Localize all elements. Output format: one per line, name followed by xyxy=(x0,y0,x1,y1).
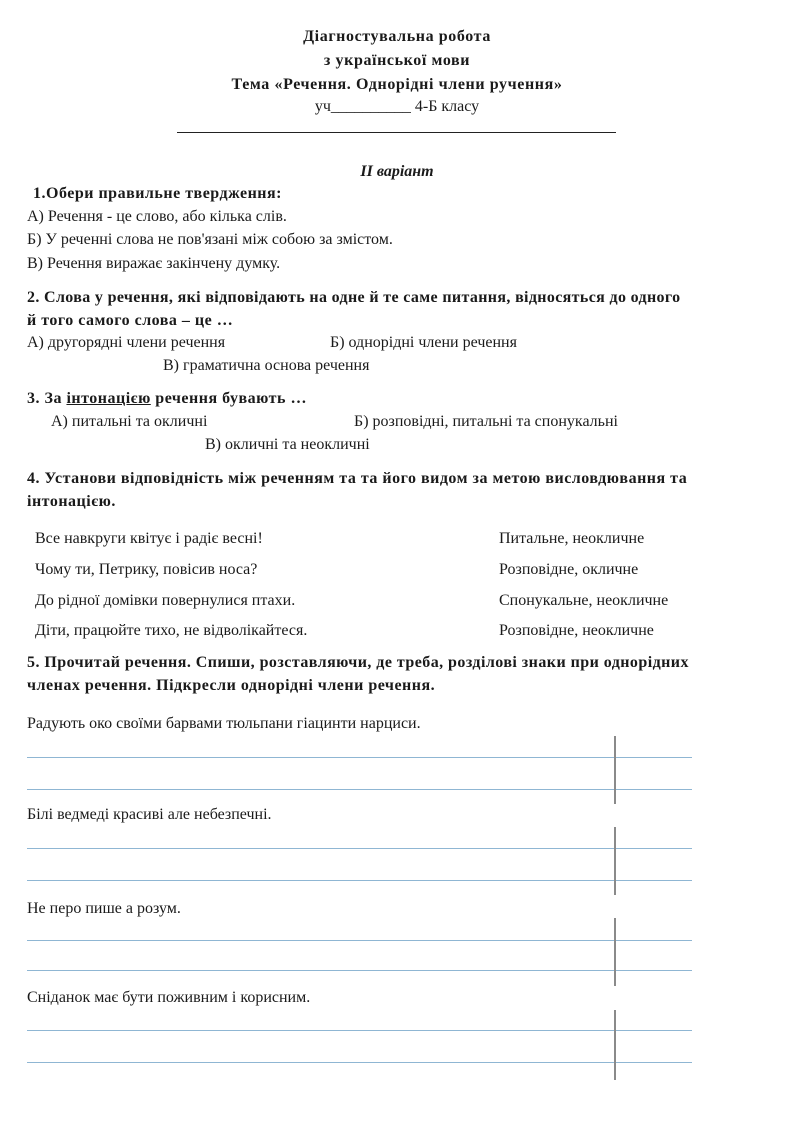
q3-title-suffix: речення бувають … xyxy=(150,390,307,407)
q2-option-b: Б) однорідні члени речення xyxy=(330,334,517,351)
writing-line xyxy=(27,880,692,881)
name-line xyxy=(177,132,616,133)
writing-line xyxy=(27,940,692,941)
q4-sentence: Чому ти, Петрику, повісив носа? xyxy=(35,561,258,578)
q1-option-b: Б) У реченні слова не пов'язані між собою за змістом. xyxy=(27,231,393,248)
q4-sentence: Все навкруги квітує і радіє весні! xyxy=(35,530,263,547)
q4-type: Розповідне, окличне xyxy=(499,561,639,578)
doc-title: Діагностувальна робота xyxy=(303,28,491,45)
writing-line xyxy=(27,757,692,758)
margin-line xyxy=(614,827,616,895)
writing-line xyxy=(27,848,692,849)
q4-title-line2: інтонацією. xyxy=(27,493,116,510)
q4-sentence: До рідної домівки повернулися птахи. xyxy=(35,592,296,609)
q5-sentence: Білі ведмеді красиві але небезпечні. xyxy=(27,806,272,823)
q4-title-num: 4 xyxy=(27,470,36,487)
q4-type: Спонукальне, неокличне xyxy=(499,592,669,609)
q2-option-c: В) граматична основа речення xyxy=(163,357,370,374)
margin-line xyxy=(614,918,616,986)
q4-type: Питальне, неокличне xyxy=(499,530,645,547)
q1-title: 1.Обери правильне твердження: xyxy=(33,185,282,202)
writing-line xyxy=(27,789,692,790)
doc-topic: Тема «Речення. Однорідні члени ручення» xyxy=(231,76,563,93)
margin-line xyxy=(614,1010,616,1080)
q3-option-a: А) питальні та окличні xyxy=(51,413,208,430)
q4-title-text: . Установи відповідність між реченням та та його видом за метою висловдювання та xyxy=(35,470,688,487)
q1-option-c: В) Речення виражає закінчену думку. xyxy=(27,255,281,272)
q5-title-line1: 5. Прочитай речення. Спиши, розставляючи, де треба, розділові знаки при однорідних xyxy=(27,654,689,671)
writing-line xyxy=(27,1062,692,1063)
q4-title-line1 xyxy=(27,470,687,488)
q2-title-line2: й того самого слова – це … xyxy=(27,312,234,329)
q3-title-underlined: інтонацією xyxy=(66,390,151,407)
margin-line xyxy=(614,736,616,804)
writing-line xyxy=(27,1030,692,1031)
q5-sentence: Не перо пише а розум. xyxy=(27,900,181,917)
student-class-line: уч__________ 4-Б класу xyxy=(314,98,480,115)
q2-option-a: А) другорядні члени речення xyxy=(27,334,226,351)
q3-option-b: Б) розповідні, питальні та спонукальні xyxy=(354,413,618,430)
doc-subject: з української мови xyxy=(323,52,471,69)
q5-sentence: Радують око своїми барвами тюльпани гіацинти нарциси. xyxy=(27,715,421,732)
q2-title-line1: 2. Слова у речення, які відповідають на одне й те саме питання, відносяться до одного xyxy=(27,289,681,306)
q3-title xyxy=(27,390,307,408)
q4-type: Розповідне, неокличне xyxy=(499,622,654,639)
q1-option-a: А) Речення - це слово, або кілька слів. xyxy=(27,208,287,225)
q3-option-c: В) окличні та неокличні xyxy=(205,436,370,453)
q5-title-line2: членах речення. Підкресли однорідні члени речення. xyxy=(27,677,436,694)
writing-line xyxy=(27,970,692,971)
q3-title-prefix: 3. За xyxy=(27,390,67,407)
q4-sentence: Діти, працюйте тихо, не відволікайтеся. xyxy=(35,622,308,639)
q5-sentence: Сніданок має бути поживним і корисним. xyxy=(27,989,311,1006)
variant-label: II варіант xyxy=(360,163,434,180)
